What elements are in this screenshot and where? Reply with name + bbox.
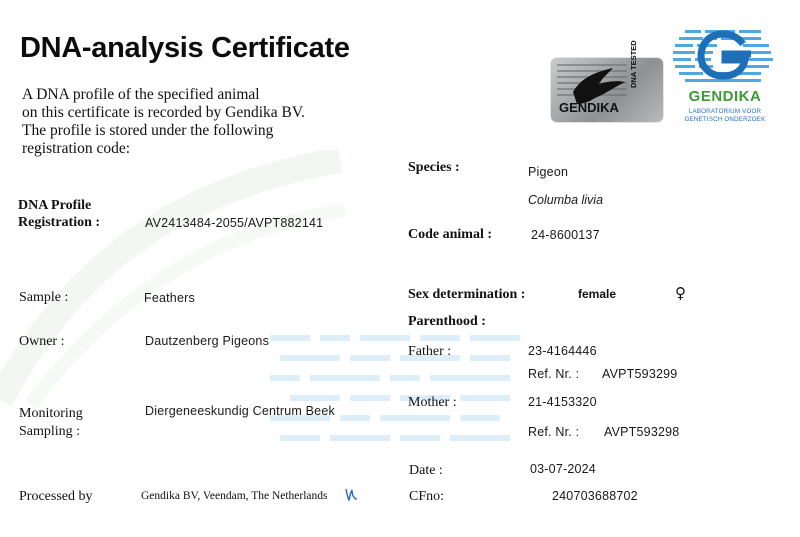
intro-line: The profile is stored under the following — [22, 122, 274, 139]
mother-label: Mother : — [408, 395, 457, 410]
dna-tested-seal — [551, 40, 663, 122]
sex-value: female — [578, 287, 617, 301]
owner-label: Owner : — [19, 334, 65, 349]
parenthood-label: Parenthood : — [408, 314, 486, 329]
mother-ref-value: AVPT593298 — [604, 425, 680, 439]
seal-name: GENDIKA — [559, 100, 619, 115]
processed-value: Gendika BV, Veendam, The Netherlands — [141, 490, 328, 502]
gendika-wordmark: GENDIKA — [688, 88, 762, 105]
sample-value: Feathers — [144, 291, 195, 305]
father-label: Father : — [408, 344, 452, 359]
seal-tag: DNA TESTED — [629, 40, 638, 88]
processed-label: Processed by — [19, 489, 93, 504]
sex-determination-label: Sex determination : — [408, 287, 526, 302]
cfno-label: CFno: — [409, 489, 445, 504]
date-label: Date : — [409, 463, 443, 478]
dna-profile-label: DNA Profile Registration : — [18, 198, 101, 230]
father-ref-label: Ref. Nr. : — [528, 367, 580, 381]
code-animal-value: 24-8600137 — [531, 228, 600, 242]
background-dna-pattern — [260, 315, 540, 475]
sample-label: Sample : — [19, 290, 69, 305]
cfno-value: 240703688702 — [552, 489, 638, 503]
certificate-title: DNA-analysis Certificate — [20, 32, 350, 64]
signature-icon — [344, 486, 360, 502]
date-value: 03-07-2024 — [530, 462, 596, 476]
monitoring-value: Diergeneeskundig Centrum Beek — [145, 404, 335, 418]
monitoring-label: Monitoring Sampling : — [19, 406, 83, 439]
mother-ref-label: Ref. Nr. : — [528, 425, 580, 439]
species-latin: Columba livia — [528, 193, 604, 207]
father-ref-value: AVPT593299 — [602, 367, 678, 381]
species-value: Pigeon — [528, 165, 569, 179]
intro-line: registration code: — [22, 140, 131, 157]
species-label: Species : — [408, 160, 460, 175]
intro-text — [22, 86, 362, 158]
father-value: 23-4164446 — [528, 344, 597, 358]
gendika-subtitle: LABORATORIUM VOOR GENETISCH ONDERZOEK — [684, 108, 766, 123]
intro-line: on this certificate is recorded by Gendika BV. — [22, 104, 305, 121]
code-animal-label: Code animal : — [408, 227, 492, 242]
owner-value: Dautzenberg Pigeons — [145, 334, 270, 348]
intro-line: A DNA profile of the specified animal — [22, 86, 260, 103]
dna-profile-value: AV2413484-2055/AVPT882141 — [145, 216, 324, 230]
mother-value: 21-4153320 — [528, 395, 597, 409]
female-icon: ♀ — [675, 284, 686, 302]
